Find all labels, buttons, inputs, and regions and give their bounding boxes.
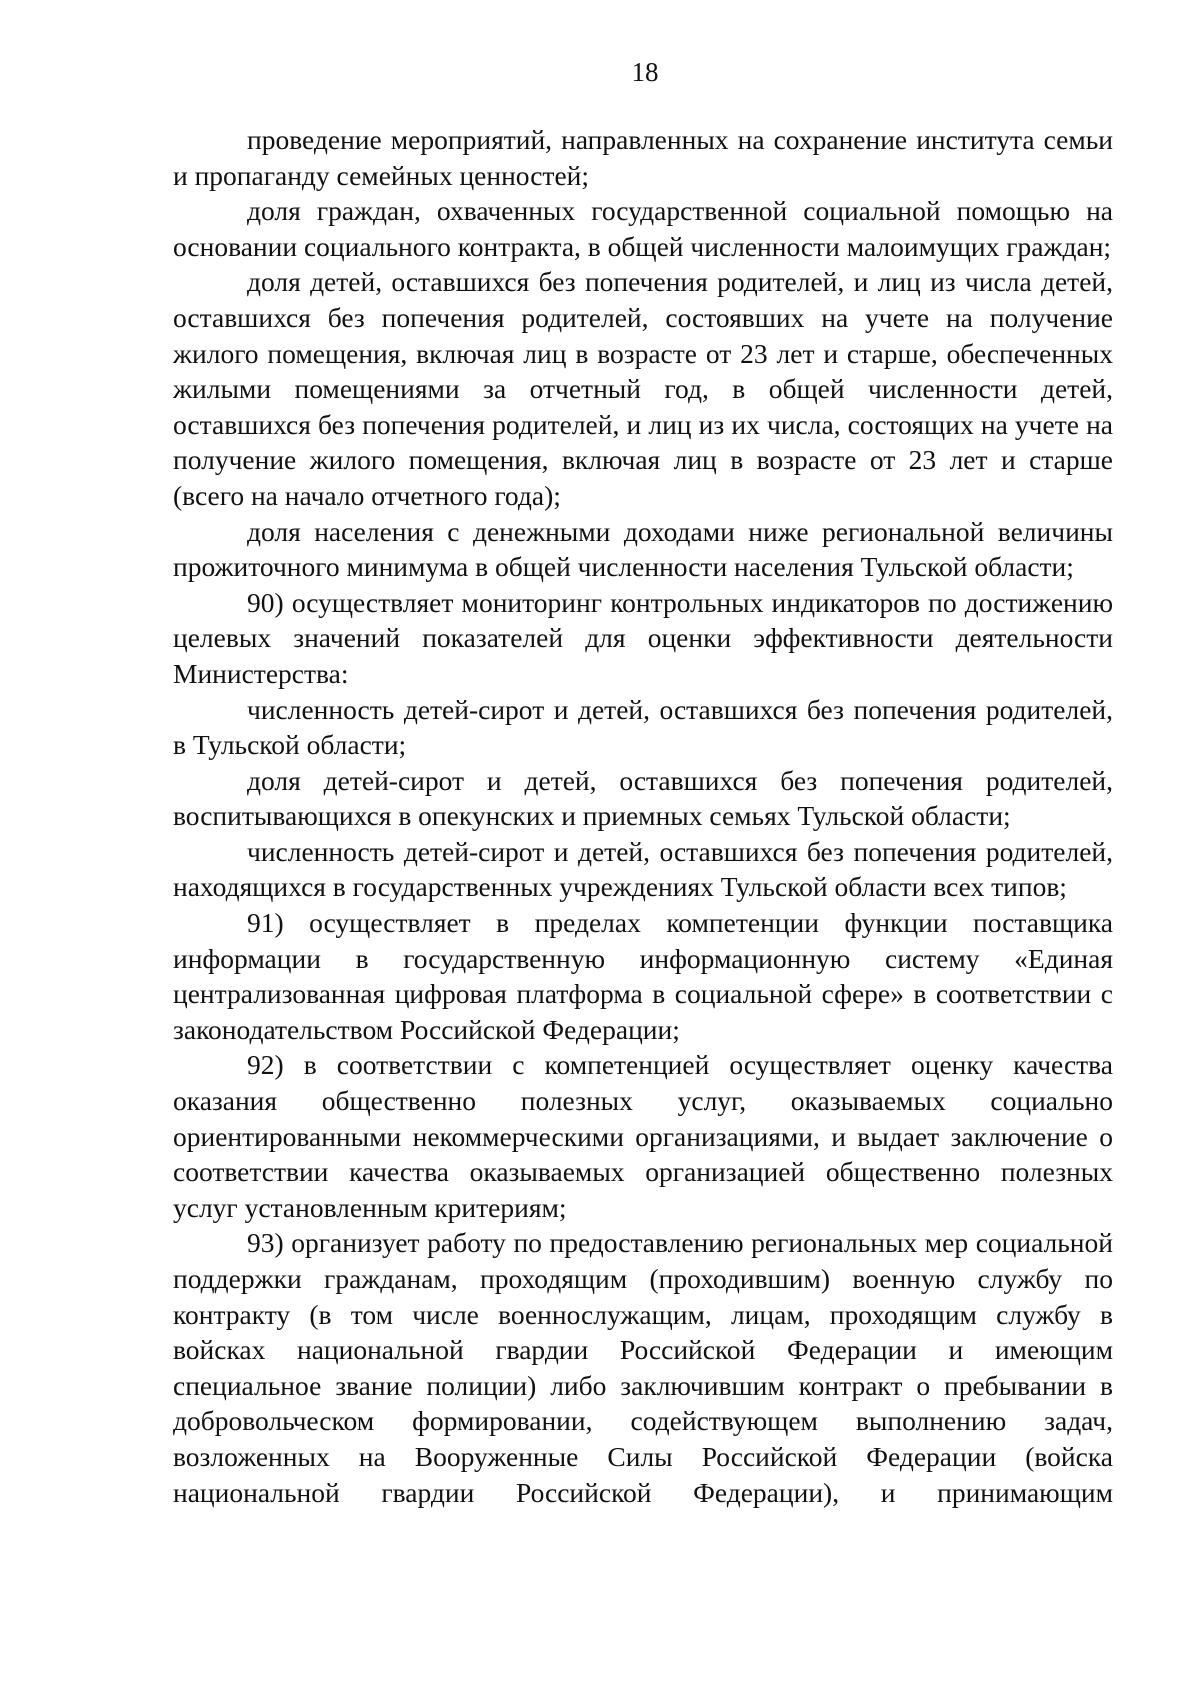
paragraph-item-92: 92) в соответствии с компетенцией осуществляет оценку качества оказания общественно полезных услуг, оказываемых социально ориентированными некоммерческими организациями, и выдает заключение о соответствии качества оказываемых организацией общественно полезных услуг установленным критериям; [173, 1049, 1113, 1223]
page-number: 18 [631, 57, 659, 87]
paragraph-item-91: 91) осуществляет в пределах компетенции функции поставщика информации в государственную информационную систему «Единая централизованная цифровая платформа в социальной сфере» в соответствии с законодательством Российской Федерации; [173, 907, 1113, 1045]
paragraph-orphans-housing-share: доля детей, оставшихся без попечения родителей, и лиц из числа детей, оставшихся без попечения родителей, состоявших на учете на получение жилого помещения, включая лиц в возрасте от 23 лет и старше, обеспеченных жилыми помещениями за отчетный год, в общей численности детей, оставшихся без попечения родителей, и лиц из их числа, состоящих на учете на получение жилого помещения, включая лиц в возрасте от 23 лет и старше (всего на начало отчетного года); [173, 266, 1113, 511]
document-body [173, 122, 1113, 1510]
paragraph-item-90: 90) осуществляет мониторинг контрольных индикаторов по достижению целевых значений показателей для оценки эффективности деятельности Министерства: [173, 586, 1113, 689]
paragraph-orphans-foster-share: доля детей-сирот и детей, оставшихся без попечения родителей, воспитывающихся в опекунских и приемных семьях Тульской области; [173, 764, 1113, 832]
paragraph-family-institute: проведение мероприятий, направленных на сохранение института семьи и пропаганду семейных ценностей; [173, 124, 1113, 191]
paragraph-low-income-share: доля населения с денежными доходами ниже региональной величины прожиточного минимума в общей численности населения Тульской области; [173, 515, 1113, 583]
paragraph-orphans-count: численность детей-сирот и детей, оставшихся без попечения родителей, в Тульской области; [173, 693, 1113, 761]
paragraph-orphans-institutions-count: численность детей-сирот и детей, оставшихся без попечения родителей, находящихся в государственных учреждениях Тульской области всех типов; [173, 835, 1113, 903]
paragraph-item-93: 93) организует работу по предоставлению региональных мер социальной поддержки гражданам, проходящим (проходившим) военную службу по контракту (в том числе военнослужащим, лицам, проходящим службу в войсках национальной гвардии Российской Федерации и имеющим специальное звание полиции) либо заключившим контракт о пребывании в добровольческом формировании, содействующем выполнению задач, возложенных на Вооруженные Силы Российской Федерации (войска национальной гвардии Российской Федерации), и принимающим [173, 1227, 1113, 1508]
paragraph-social-contract-share: доля граждан, охваченных государственной социальной помощью на основании социального контракта, в общей численности малоимущих граждан; [173, 195, 1113, 262]
